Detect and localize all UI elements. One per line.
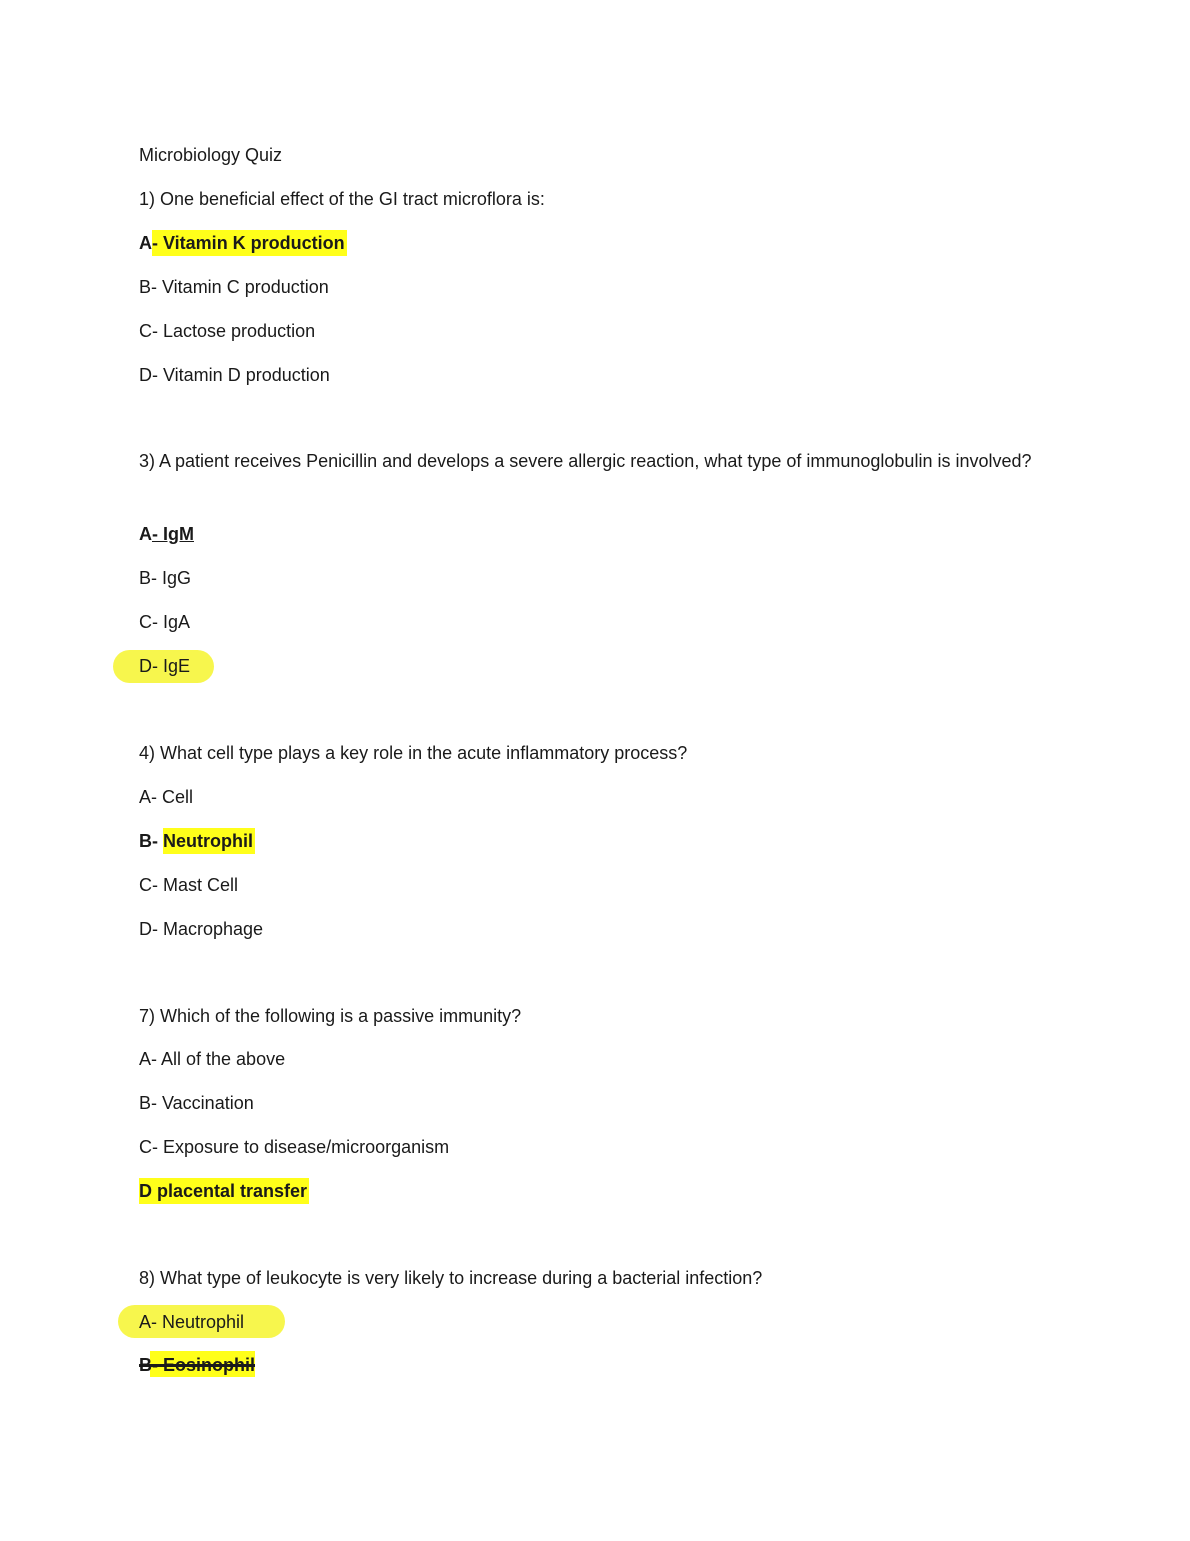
question-7-option-d [139, 1179, 309, 1203]
question-8-option-b: B- Eosinophil [139, 1355, 255, 1375]
question-8-prompt: 8) What type of leukocyte is very likely to increase during a bacterial infection? [139, 1268, 763, 1288]
question-8-option-a: A- Neutrophil [139, 1312, 245, 1332]
page-title: Microbiology Quiz [139, 145, 283, 165]
underlined-answer: - IgM [152, 524, 194, 544]
option-prefix: A [139, 233, 152, 253]
highlighted-answer: Neutrophil [163, 828, 255, 854]
question-7-option-b: B- Vaccination [139, 1093, 254, 1113]
question-1-option-b: B- Vitamin C production [139, 277, 329, 297]
question-1-prompt: 1) One beneficial effect of the GI tract microflora is: [139, 189, 545, 209]
question-7-option-c: C- Exposure to disease/microorganism [139, 1137, 450, 1157]
question-4-option-a: A- Cell [139, 787, 194, 807]
option-prefix: B- [139, 831, 163, 851]
question-7-prompt: 7) Which of the following is a passive immunity? [139, 1006, 522, 1026]
question-1-option-c: C- Lactose production [139, 321, 316, 341]
question-7-option-a: A- All of the above [139, 1049, 286, 1069]
question-4-option-b [139, 829, 255, 853]
question-1-option-d: D- Vitamin D production [139, 365, 330, 385]
question-3-prompt: 3) A patient receives Penicillin and develops a severe allergic reaction, what type of immunoglobulin is involved? [139, 451, 1032, 471]
question-1-option-a [139, 231, 347, 255]
question-3-option-c: C- IgA [139, 612, 191, 632]
question-3-option-d: D- IgE [139, 656, 191, 676]
highlighted-answer: - Vitamin K production [152, 230, 347, 256]
highlighted-answer: D placental transfer [139, 1178, 309, 1204]
option-prefix: A [139, 524, 152, 544]
question-4-prompt: 4) What cell type plays a key role in the acute inflammatory process? [139, 743, 688, 763]
question-3-option-b: B- IgG [139, 568, 192, 588]
question-4-option-c: C- Mast Cell [139, 875, 239, 895]
question-3-option-a [139, 522, 194, 546]
question-4-option-d: D- Macrophage [139, 919, 264, 939]
